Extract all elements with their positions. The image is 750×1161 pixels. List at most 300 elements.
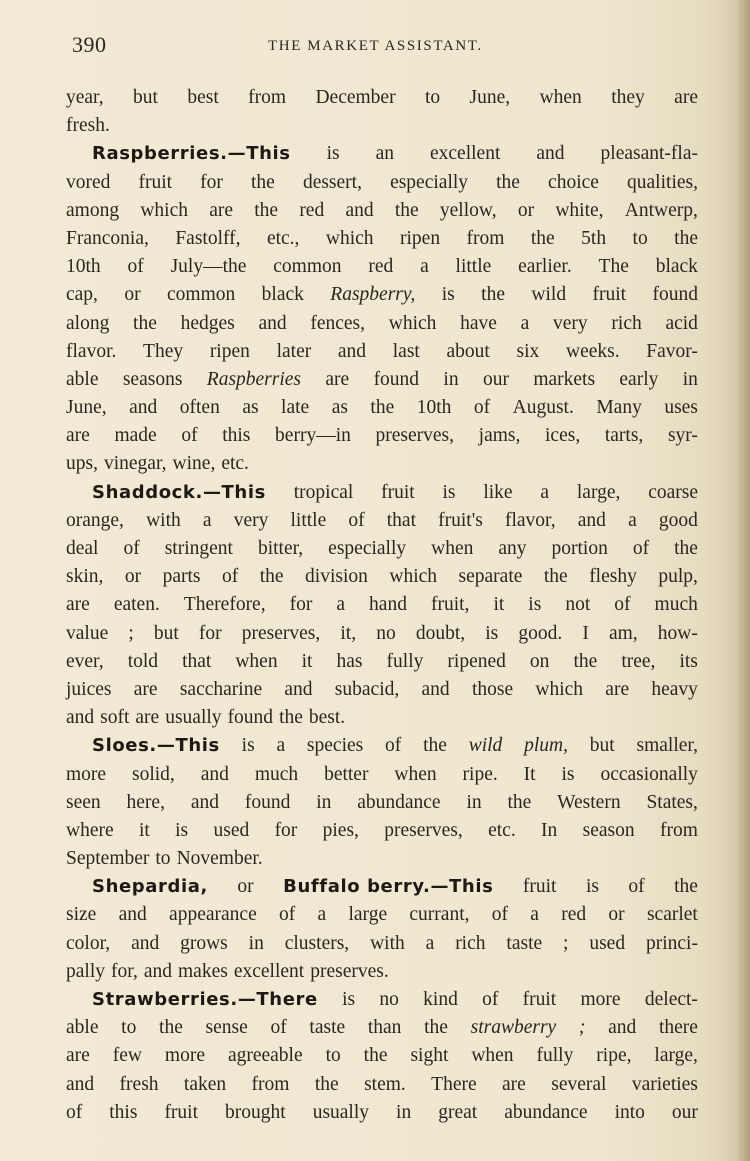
word: late	[281, 397, 310, 419]
word: seen	[66, 791, 101, 813]
word: species	[306, 735, 364, 757]
word: the	[370, 397, 395, 419]
word: is	[485, 622, 499, 644]
text-line	[66, 1099, 698, 1127]
word: large	[348, 904, 388, 926]
word: ripen	[400, 227, 441, 249]
word: subacid,	[334, 678, 400, 700]
word: no	[376, 622, 396, 644]
text-line	[66, 1014, 698, 1042]
word: of	[123, 538, 140, 559]
word: and	[143, 960, 172, 982]
word: of	[279, 904, 296, 926]
word: they	[611, 87, 645, 108]
word: juices	[66, 678, 112, 700]
word: size	[66, 904, 97, 926]
italic-word: Raspberries	[206, 368, 302, 390]
text-line	[66, 620, 698, 648]
word: when	[539, 87, 582, 108]
word: makes	[178, 960, 228, 982]
word: to	[632, 227, 648, 249]
word: stringent	[164, 538, 233, 559]
word: but	[153, 622, 179, 644]
headword: Sloes.—This	[92, 732, 220, 760]
word: large,	[654, 1045, 698, 1067]
word: eaten.	[113, 594, 160, 616]
text-line	[66, 704, 698, 732]
word: and	[66, 1073, 95, 1095]
word: a	[425, 932, 435, 954]
word: berry—in	[275, 425, 351, 447]
word: common	[273, 256, 342, 278]
word: etc.	[488, 819, 516, 841]
word: much	[654, 594, 698, 616]
text-line	[66, 1042, 698, 1070]
word: December	[315, 87, 396, 108]
word: I	[582, 622, 589, 644]
word: a	[628, 509, 637, 531]
word: hedges	[180, 312, 235, 334]
word: best.	[308, 707, 346, 729]
word: stem.	[364, 1073, 406, 1095]
word: for	[200, 171, 223, 193]
word: on	[529, 650, 550, 672]
word: am,	[608, 622, 638, 644]
word: as	[331, 397, 348, 419]
word: are	[209, 199, 234, 221]
text-line	[66, 563, 698, 591]
word: which	[325, 227, 374, 249]
word: excellent	[233, 960, 305, 982]
word: August.	[512, 397, 574, 419]
word: and	[337, 340, 367, 362]
word: appearance	[169, 904, 257, 926]
word: heavy	[651, 678, 698, 700]
body-text	[66, 84, 698, 1127]
word: that	[386, 509, 417, 531]
word: the	[496, 171, 520, 193]
word: are	[133, 678, 158, 700]
word: a	[540, 481, 550, 503]
word: Western	[557, 791, 621, 813]
word: used	[213, 819, 250, 841]
word: with	[146, 509, 181, 531]
word: —This	[430, 876, 494, 898]
word: preserves.	[310, 960, 389, 982]
word: about	[446, 340, 490, 362]
word: of	[614, 594, 631, 616]
word: are	[502, 1073, 526, 1095]
word: which	[140, 199, 188, 221]
word: ;	[563, 932, 569, 954]
word: found	[244, 791, 291, 813]
word: a	[520, 312, 530, 334]
word: dessert,	[302, 171, 362, 193]
word: and	[284, 678, 313, 700]
word: from	[251, 1073, 290, 1095]
word: fully	[386, 650, 424, 672]
word: made	[114, 425, 157, 447]
word: of	[385, 735, 402, 757]
word: the	[159, 1017, 183, 1039]
word: of	[482, 989, 499, 1010]
word: weeks.	[566, 340, 620, 362]
word: acid	[665, 312, 698, 334]
word: the	[394, 199, 419, 221]
word: large,	[576, 481, 621, 503]
word: able	[66, 1017, 99, 1039]
word: clusters,	[284, 932, 350, 954]
text-line	[66, 958, 698, 986]
word: the	[481, 284, 505, 306]
word: little	[455, 256, 492, 278]
text-line	[66, 676, 698, 704]
word: which	[389, 566, 438, 588]
word: very	[553, 312, 588, 334]
word: there	[658, 1017, 698, 1039]
word: choice	[548, 171, 599, 193]
word: the	[254, 199, 279, 221]
word: the	[674, 876, 698, 898]
text-line	[66, 986, 698, 1014]
word: much	[254, 763, 299, 785]
word: June,	[66, 397, 107, 419]
word: sight	[410, 1045, 449, 1067]
word: a	[530, 904, 539, 926]
headword: Raspberries.—This	[92, 140, 291, 168]
text-line	[66, 310, 698, 338]
word: of	[127, 256, 144, 278]
word: have	[460, 312, 497, 334]
word: of	[632, 538, 650, 559]
word: where	[66, 819, 114, 841]
word: for	[289, 594, 313, 616]
word: an	[375, 143, 394, 165]
word: no	[379, 989, 399, 1010]
text-line	[66, 112, 698, 140]
text-line	[66, 648, 698, 676]
word: scarlet	[646, 904, 698, 926]
word: flavor.	[66, 340, 117, 362]
italic-word: strawberry	[470, 1017, 557, 1039]
word: earlier.	[518, 256, 572, 278]
word: especially	[390, 171, 469, 193]
word: wild	[531, 284, 567, 306]
text-line	[66, 761, 698, 789]
word: separate	[458, 566, 523, 588]
word: more	[164, 1045, 205, 1067]
word: States,	[646, 791, 698, 813]
word: deal	[66, 538, 99, 559]
word: Antwerp,	[624, 199, 698, 221]
word: division	[305, 566, 368, 588]
word: rich	[455, 932, 486, 954]
word: are	[135, 707, 160, 729]
word: and	[608, 1017, 637, 1039]
word: Therefore,	[183, 594, 266, 616]
word: a	[336, 594, 346, 616]
word: and	[131, 932, 160, 954]
word: the	[507, 791, 532, 813]
word: little	[290, 509, 327, 531]
word: preserves,	[384, 819, 463, 841]
page-gutter-shadow	[736, 0, 750, 1161]
word: red	[561, 904, 587, 926]
word: etc.	[221, 453, 249, 475]
word: is	[442, 481, 456, 503]
word: more	[66, 763, 107, 785]
word: ripe.	[462, 763, 498, 785]
word: etc.,	[266, 227, 300, 249]
word: which	[535, 678, 584, 700]
word: six	[516, 340, 540, 362]
word: it	[138, 819, 150, 841]
word: when	[235, 650, 278, 672]
text-line	[66, 507, 698, 535]
text-line	[66, 732, 698, 760]
word: the	[251, 171, 275, 193]
word: is	[561, 763, 575, 785]
word: princi-	[645, 932, 698, 954]
word: are	[66, 1045, 90, 1067]
word: from	[248, 87, 287, 108]
word: —This	[156, 735, 220, 757]
word: among	[66, 199, 120, 221]
word: a	[202, 509, 212, 531]
word: it,	[340, 622, 357, 644]
word: color,	[66, 932, 111, 954]
word: portion	[551, 538, 608, 559]
word: September	[66, 848, 150, 870]
word: cap,	[66, 284, 98, 306]
word: which	[388, 312, 437, 334]
word: ripe,	[596, 1045, 632, 1067]
word: in	[466, 791, 482, 813]
word: last	[392, 340, 420, 362]
word: vored	[66, 171, 111, 193]
word: red	[299, 199, 325, 221]
word: Many	[596, 397, 642, 419]
italic-word: Raspberry,	[330, 284, 416, 306]
word: and	[129, 397, 158, 419]
word: fruit	[592, 284, 627, 306]
word: the	[674, 227, 698, 249]
word: and	[118, 904, 147, 926]
word: found	[652, 284, 698, 306]
word: usually	[165, 707, 222, 729]
word: good	[658, 509, 698, 531]
word: the	[363, 1045, 388, 1067]
page-header	[72, 32, 702, 62]
word: wine,	[172, 453, 216, 475]
word: brought	[225, 1101, 286, 1123]
word: —There	[237, 989, 318, 1010]
word: pies,	[322, 819, 359, 841]
word: Favor-	[646, 340, 698, 362]
word: told	[127, 650, 159, 672]
word: excellent	[430, 143, 501, 165]
word: of	[181, 425, 198, 447]
word: fresh.	[66, 115, 110, 137]
word: and	[345, 199, 374, 221]
word: 10th	[66, 256, 101, 278]
word: it	[301, 650, 313, 672]
word: ;	[128, 622, 134, 644]
word: is	[326, 143, 340, 165]
word: the	[530, 227, 555, 249]
word: to	[155, 848, 171, 870]
word: varieties	[631, 1073, 698, 1095]
word: jams,	[478, 425, 521, 447]
word: to	[121, 1017, 137, 1039]
word: rich	[611, 312, 642, 334]
word: are	[66, 425, 90, 447]
word: are	[605, 678, 630, 700]
word: fruit	[522, 989, 557, 1010]
word: good.	[518, 622, 563, 644]
text-line	[66, 450, 698, 478]
word: white,	[555, 199, 604, 221]
word: are	[325, 368, 350, 390]
word: is	[175, 819, 189, 841]
word: the	[424, 1017, 448, 1039]
word: soft	[100, 707, 130, 729]
word: and	[421, 678, 450, 700]
word: or	[237, 876, 254, 898]
italic-word: plum,	[524, 735, 568, 757]
word: for	[274, 819, 298, 841]
word: in	[682, 368, 698, 390]
word: bitter,	[257, 538, 304, 559]
word: in	[248, 932, 264, 954]
word: of	[473, 397, 491, 419]
word: coarse	[648, 481, 698, 503]
word: of	[222, 566, 239, 588]
word: tree,	[621, 650, 656, 672]
word: of	[348, 509, 365, 531]
word: able	[66, 368, 99, 390]
word: in	[443, 368, 459, 390]
text-line	[66, 253, 698, 281]
word: often	[179, 397, 220, 419]
word: uses	[664, 397, 698, 419]
word: later	[276, 340, 312, 362]
text-line	[66, 591, 698, 619]
word: pulp,	[658, 566, 698, 588]
word: this	[109, 1101, 138, 1123]
word: its	[679, 650, 698, 672]
word: fruit	[522, 876, 557, 898]
word: in	[396, 1101, 412, 1123]
word: taken	[183, 1073, 227, 1095]
word: for	[198, 622, 222, 644]
text-line	[66, 366, 698, 394]
word: fleshy	[589, 566, 637, 588]
word: yellow,	[439, 199, 497, 221]
word: parts	[162, 566, 201, 588]
word: taste	[309, 1017, 346, 1039]
word: 10th	[416, 397, 452, 419]
word: is	[441, 284, 455, 306]
word: from	[466, 227, 505, 249]
word: when	[471, 1045, 514, 1067]
word: markets	[533, 368, 596, 390]
word: it	[493, 594, 505, 616]
word: along	[66, 312, 110, 334]
word: fruit	[138, 171, 173, 193]
word: the	[259, 566, 284, 588]
word: fruit,	[430, 594, 470, 616]
word: preserves,	[375, 425, 455, 447]
word: or	[124, 566, 142, 588]
word: skin,	[66, 566, 104, 588]
word: and	[190, 791, 219, 813]
word: here,	[126, 791, 165, 813]
word: value	[66, 622, 109, 644]
headword: Shepardia,	[92, 876, 208, 898]
word: of	[270, 1017, 287, 1039]
word: and	[536, 143, 565, 165]
word: how-	[657, 622, 698, 644]
headword: Shaddock.—This	[92, 479, 266, 507]
word: fruit	[164, 1101, 199, 1123]
word: ever,	[66, 650, 104, 672]
word: currant,	[409, 904, 470, 926]
word: ripened	[447, 650, 506, 672]
word: occasionally	[600, 763, 698, 785]
word: In	[541, 819, 558, 841]
word: than	[367, 1017, 402, 1039]
word: pally	[66, 960, 105, 982]
headword: Buffalo berry.—This	[283, 873, 493, 901]
word: fresh	[119, 1073, 159, 1095]
word: the	[423, 735, 447, 757]
word: a	[420, 256, 429, 278]
text-line	[66, 140, 698, 168]
word: orange,	[66, 509, 124, 531]
word: smaller,	[636, 735, 698, 757]
word: early	[619, 368, 659, 390]
text-line	[66, 281, 698, 309]
word: but	[589, 735, 615, 757]
word: season	[582, 819, 635, 841]
word: black	[655, 256, 698, 278]
word: red	[368, 256, 394, 278]
word: like	[483, 481, 513, 503]
word: several	[551, 1073, 607, 1095]
word: preserves,	[241, 622, 321, 644]
word: the	[543, 566, 568, 588]
text-line	[66, 535, 698, 563]
word: best	[187, 87, 219, 108]
word: or	[517, 199, 535, 221]
word: has	[336, 650, 363, 672]
word: used	[589, 932, 626, 954]
word: of	[491, 904, 509, 926]
word: the	[279, 707, 303, 729]
word: when	[394, 763, 437, 785]
word: to	[325, 1045, 341, 1067]
word: agreeable	[227, 1045, 303, 1067]
word: into	[614, 1101, 645, 1123]
word: common	[167, 284, 236, 306]
text-line	[66, 225, 698, 253]
word: the	[674, 538, 698, 559]
word: The	[598, 256, 629, 278]
word: 5th	[581, 227, 607, 249]
word: black	[261, 284, 304, 306]
word: tropical	[293, 481, 354, 503]
